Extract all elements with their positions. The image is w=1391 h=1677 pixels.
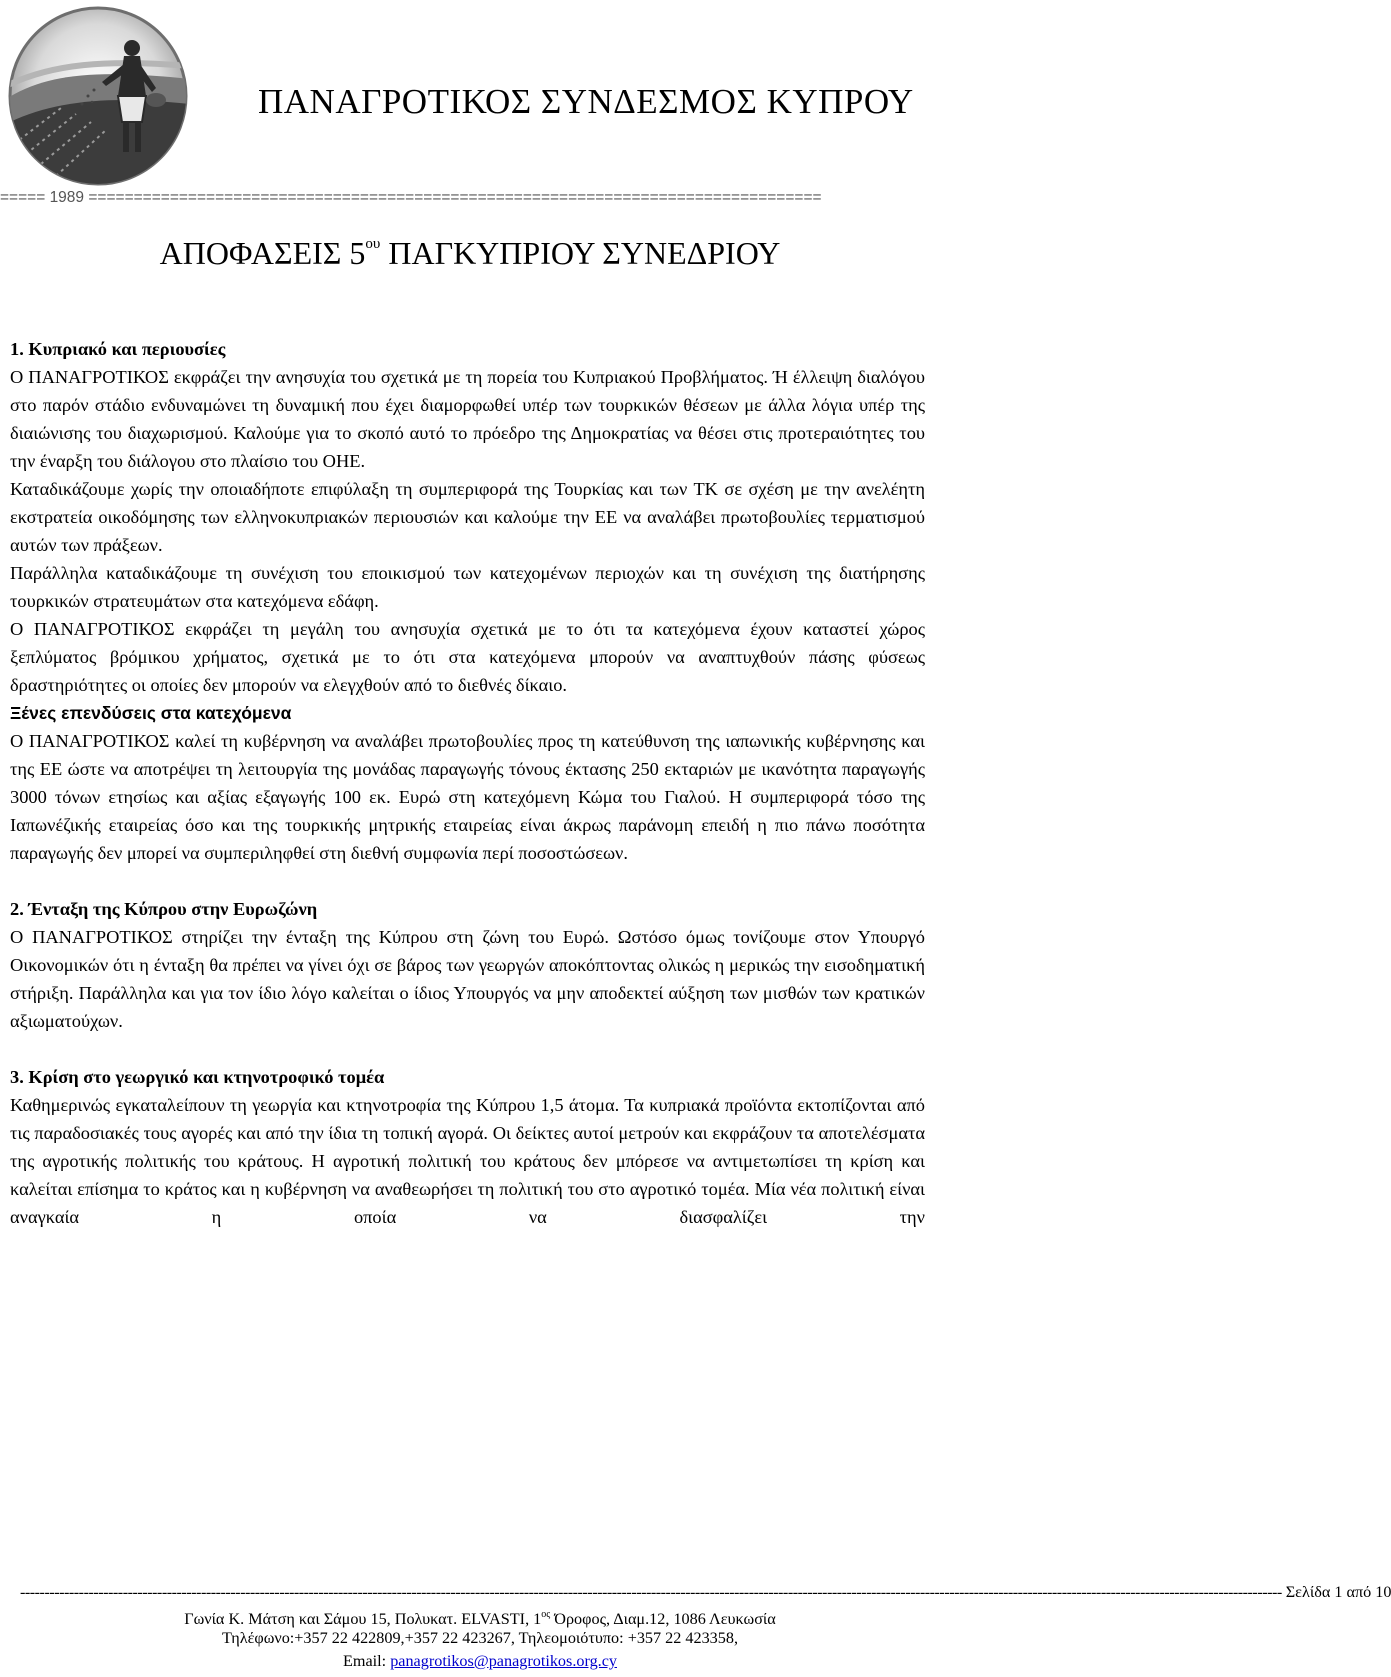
subsection-heading-foreign-investments: Ξένες επενδύσεις στα κατεχόμενα [10,703,292,723]
header-rule [0,187,960,209]
footer-address-post: Όροφος, Διαμ.12, 1086 Λευκωσία [550,1610,776,1628]
header-rule-fill: ================================================================================= [88,189,822,206]
subsection-paragraph: Ο ΠΑΝΑΓΡΟΤΙΚΟΣ καλεί τη κυβέρνηση να αναλάβει πρωτοβουλίες προς τη κατεύθυνση της ιαπωνικής κυβέρνησης και της ΕΕ ώστε να αποτρέψει τη λειτουργία της μονάδας παραγωγής τόνους έκτασης 250 εκταριών με ικανότητα παραγωγής 3000 τόνων ετησίως και αξίας εξαγωγής 100 εκ. Ευρώ στη κατεχόμενη Κώμα του Γιαλού. Η συμπεριφορά τόσο της Ιαπωνέζικής εταιρείας όσο και της τουρκικής μητρικής εταιρείας είναι άκρως παράνομη επειδή η πιο πάνω ποσότητα παραγωγής δεν μπορεί να συμπεριληφθεί στη διεθνή συμφωνία περί ποσοστώσεων. [10,731,925,863]
document-title-superscript: ου [365,236,381,252]
section-1-paragraph-1: Ο ΠΑΝΑΓΡΟΤΙΚΟΣ εκφράζει την ανησυχία του σχετικά με τη πορεία του Κυπριακού Προβλήματος. Ή έλλειψη διαλόγου στο παρόν στάδιο ενδυναμώνει τη δυναμική που έχει διαμορφωθεί υπέρ των τουρκικών θέσεων με άλλα λόγια υπέρ της διαιώνισης του διαχωρισμού. Καλούμε για το σκοπό αυτό το πρόεδρο της Δημοκρατίας να θέσει στις προτεραιότητες του την έναρξη του διάλογου στο πλαίσιο του ΟΗΕ. [10,367,925,471]
footer-pager [20,1581,1391,1603]
organization-name: ΠΑΝΑΓΡΟΤΙΚΟΣ ΣΥΝΔΕΣΜΟΣ ΚΥΠΡΟΥ [258,82,914,121]
email-link[interactable]: panagrotikos@panagrotikos.org.cy [390,1652,617,1670]
document-body [10,335,925,1231]
section-1-paragraph-3: Παράλληλα καταδικάζουμε τη συνέχιση του εποικισμού των κατεχομένων περιοχών και τη συνέχιση της διατήρησης τουρκικών στρατευμάτων στα κατεχόμενα εδάφη. [10,563,925,611]
footer-dash-line: ------------------------------------------------------------------------------------------------------------------------------------------------------------------------------------------------------------------------------------------------------------------ [20,1583,1282,1601]
document-title-pre: ΑΠΟΦΑΣΕΙΣ 5 [159,235,366,271]
section-3-paragraph: Καθημερινώς εγκαταλείπουν τη γεωργία και κτηνοτροφία της Κύπρου 1,5 άτομα. Τα κυπριακά προϊόντα εκτοπίζονται από τις παραδοσιακές τους αγορές και από την ίδια τη τοπική αγορά. Οι δείκτες αυτοί μετρούν και εκφράζουν τα αποτελέσματα της αγροτικής πολιτικής του κράτους. Η αγροτική πολιτική του κράτους δεν μπόρεσε να αντιμετωπίσει τη κρίση και καλείται επίσημα το κράτος και η κυβέρνηση να αναθεωρήσει τη πολιτική του στο αγροτικό τομέα. Μία νέα πολιτική είναι αναγκαία η οποία να διασφαλίζει την [10,1095,925,1227]
footer-email [0,1650,960,1672]
footer-address-superscript: ος [541,1609,551,1620]
section-1-paragraph-2: Καταδικάζουμε χωρίς την οποιαδήποτε επιφύλαξη τη συμπεριφορά της Τουρκίας και των ΤΚ σε σχέση με την ανελέητη εκστρατεία οικοδόμησης των ελληνοκυπριακών περιουσιών και καλούμε την ΕΕ να αναλάβει πρωτοβουλίες τερματισμού αυτών των πράξεων. [10,479,925,555]
section-heading-2: 2. Ένταξη της Κύπρου στην Ευρωζώνη [10,899,318,919]
section-1-paragraph-4: Ο ΠΑΝΑΓΡΟΤΙΚΟΣ εκφράζει τη μεγάλη του ανησυχία σχετικά με το ότι τα κατεχόμενα έχουν καταστεί χώρος ξεπλύματος βρόμικου χρήματος, σχετικά με το ότι στα κατεχόμενα μπορούν να αναπτυχθούν πάσης φύσεως δραστηριότητες οι οποίες δεν μπορούν να ελεγχθούν από το διεθνές δίκαιο. [10,619,925,695]
page-number: Σελίδα 1 από 10 [1285,1583,1391,1601]
section-gap [10,867,925,895]
section-2-paragraph: Ο ΠΑΝΑΓΡΟΤΙΚΟΣ στηρίζει την ένταξη της Κύπρου στη ζώνη του Ευρώ. Ωστόσο όμως τονίζουμε στον Υπουργό Οικονομικών ότι η ένταξη θα πρέπει να γίνει όχι σε βάρος των γεωργών αποκόπτοντας ολικώς η μερικώς την εισοδηματική στήριξη. Παράλληλα και για τον ίδιο λόγο καλείται ο ίδιος Υπουργός να μην αποδεκτεί αύξηση των μισθών των κρατικών αξιωματούχων. [10,927,925,1031]
section-heading-3: 3. Κρίση στο γεωργικό και κτηνοτροφικό τομέα [10,1067,385,1087]
footer-phones: Τηλέφωνο:+357 22 422809,+357 22 423267, Τηλεομοιότυπο: +357 22 423358, [221,1629,738,1647]
organization-logo [6,4,190,188]
header-rule-prefix: ===== 1989 [0,189,89,206]
section-gap [10,1035,925,1063]
footer-email-label: Email: [342,1652,391,1670]
section-heading-1: 1. Κυπριακό και περιουσίες [10,339,226,359]
document-title-post: ΠΑΓΚΥΠΡΙΟΥ ΣΥΝΕΔΡΙΟΥ [380,235,781,271]
document-title [0,235,940,272]
footer-address-pre: Γωνία Κ. Μάτση και Σάμου 15, Πολυκατ. ELVASTI, 1 [184,1610,542,1628]
